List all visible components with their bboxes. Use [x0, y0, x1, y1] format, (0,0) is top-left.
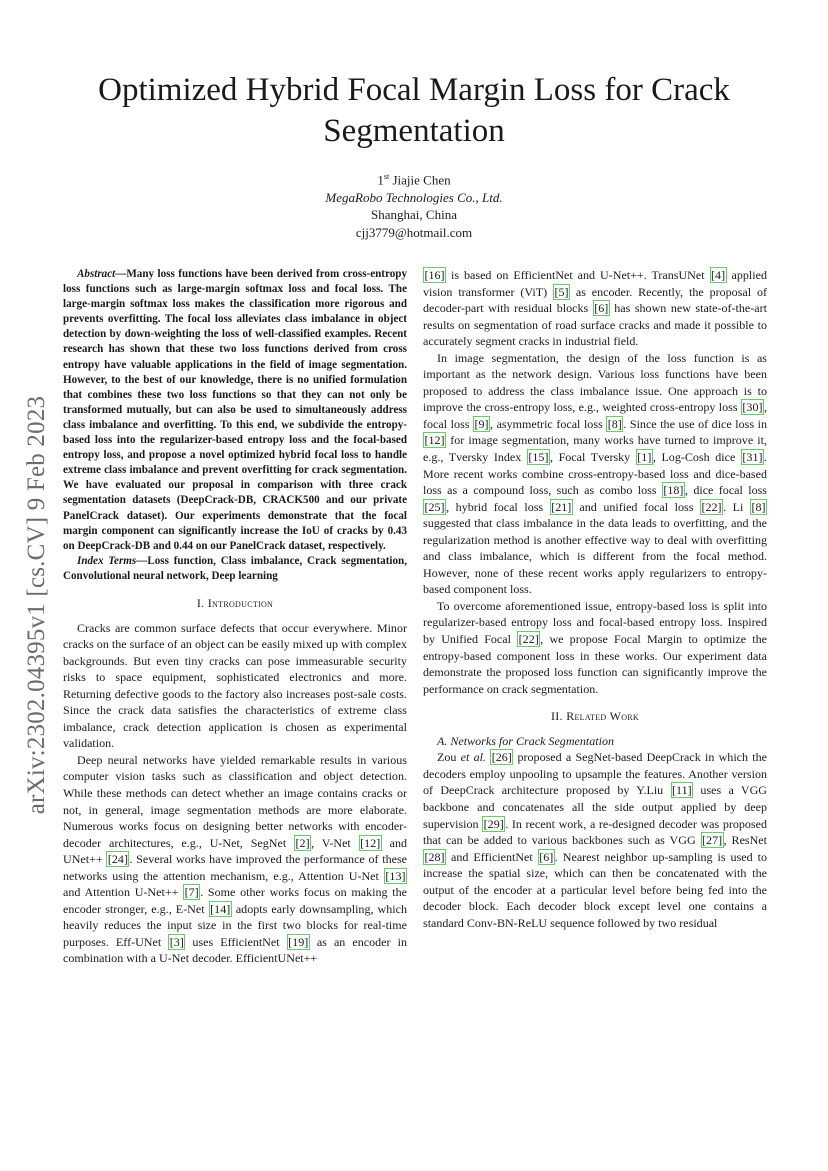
text-span: adopts early downsampling, which heavily reduces the input size in the first two blocks for real-time purposes. Eff-UNet	[63, 901, 407, 949]
abstract-text: —Many loss functions have been derived from cross-entropy loss functions such as large-margin softmax loss and focal loss. The large-margin softmax loss makes the classification more rigorous and prevents overfitting. The focal loss alleviates class imbalance in object detection by down-weighting the loss of well-classified examples. Recent research has shown that these two loss functions derived from cross entropy have valuable applications in the field of image segmentation. However, to the best of our knowledge, there is no unified formulation that combines these two loss functions so that they can not only be transformed mutually, but can also be used to simultaneously address class imbalance and overfitting. To this end, we subdivide the entropy-based loss into the regularizer-based entropy loss and the focal-based entropy loss, and propose a novel optimized hybrid focal loss to handle extreme class imbalance and prevent overfitting for crack segmentation. We have evaluated our proposal in comparison with three crack segmentation datasets (DeepCrack-DB, CRACK500 and our private PanelCrack dataset). Our experiments demonstrate that the focal margin component can significantly increase the IoU of cracks by 0.43 on DeepCrack-DB and 0.44 on our PanelCrack dataset, respectively.	[63, 268, 407, 552]
arxiv-stamp-text: arXiv:2302.04395v1 [cs.CV] 9 Feb 2023	[23, 395, 50, 815]
text-span: , asymmetric focal loss	[490, 416, 607, 431]
text-span: Deep neural networks have yielded remarkable results in various computer vision tasks such as classification and object detection. While these methods can detect whether an image contains cracks or not, in general, image segmentation methods are more elaborate. Numerous works focus on designing better networks with encoder-decoder architectures, e.g., U-Net, SegNet	[63, 752, 407, 850]
text-span: for image segmentation, many works have turned to improve it, e.g., Tversky Index	[423, 433, 767, 465]
intro-paragraph-2	[63, 752, 407, 967]
text-span: as encoder. Recently, the proposal of decoder-part with residual blocks	[423, 284, 767, 316]
text-span: and EfficientNet	[446, 849, 538, 864]
citation-link[interactable]: [28]	[424, 849, 445, 864]
author-affiliation: MegaRobo Technologies Co., Ltd.	[325, 189, 503, 205]
text-span: , dice focal loss	[684, 483, 767, 498]
citation-link[interactable]: [3]	[169, 934, 184, 949]
index-terms-label: Index Terms	[77, 554, 137, 567]
citation-link[interactable]: [8]	[751, 499, 766, 514]
text-span: . In recent work, a re-designed decoder was proposed that can be added to various backbones such as VGG	[423, 816, 767, 848]
section-title: Related Work	[566, 709, 640, 724]
section-heading-related-work	[423, 708, 767, 725]
citation-link[interactable]: [1]	[637, 450, 652, 465]
citation-link[interactable]: [5]	[554, 284, 569, 299]
citation-link[interactable]: [8]	[607, 416, 622, 431]
author-name: Jiajie Chen	[392, 172, 451, 188]
loss-function-paragraph	[423, 350, 767, 598]
text-span: suggested that class imbalance in the data leads to overfitting, and the regularization method is another effective way to deal with overfitting and class imbalance, which is different from the focal method. However, none of these recent works apply regularizers to entropy-based component loss.	[423, 516, 767, 597]
citation-link[interactable]: [12]	[360, 835, 381, 850]
text-span: . Since the use of dice loss in	[623, 416, 767, 431]
citation-link[interactable]: [22]	[701, 499, 722, 514]
text-span: To overcome aforementioned issue, entropy-based loss is split into regularizer-based entropy loss and focal-based entropy loss. Inspired by Unified Focal	[423, 598, 767, 647]
author-number: 1	[377, 172, 384, 188]
text-span: . Some other works focus on making the encoder stronger, e.g., E-Net	[63, 885, 407, 916]
subsection-heading: A. Networks for Crack Segmentation	[437, 733, 615, 748]
left-column	[63, 267, 407, 967]
paper-title: Optimized Hybrid Focal Margin Loss for Crack Segmentation	[98, 72, 730, 149]
text-span: , focal loss	[423, 400, 767, 431]
text-span: , we propose Focal Margin to optimize the entropy-based component loss in these works. Our experiment data demonstrate the proposed loss function can significantly improve the performance on crack segmentation.	[423, 632, 767, 696]
citation-link[interactable]: [12]	[424, 433, 445, 448]
text-span: , Log-Cosh dice	[652, 450, 741, 465]
section-title: Introduction	[207, 595, 274, 610]
arxiv-side-stamp	[20, 370, 54, 840]
text-span: In image segmentation, the design of the loss function is as important as the network design. Various loss functions have been proposed to address the class imbalance issue. One approach is to improve the cross-entropy loss, e.g., weighted cross-entropy loss	[423, 350, 767, 415]
right-column	[423, 267, 767, 931]
citation-link[interactable]: [31]	[742, 450, 763, 465]
abstract-label: Abstract	[77, 268, 116, 280]
citation-link[interactable]: [25]	[424, 499, 445, 514]
text-span: uses a VGG backbone and concatenates all the side output applied by deep supervision	[423, 783, 767, 831]
related-work-paragraph	[423, 749, 767, 931]
citation-link[interactable]: [16]	[424, 268, 445, 282]
section-heading-introduction	[63, 595, 407, 612]
text-span: . More recent works combine cross-entropy-based loss and dice-based loss as a compound loss, such as combo loss	[423, 450, 767, 498]
index-terms-text: —Loss function, Class imbalance, Crack segmentation, Convolutional neural network, Deep learning	[63, 554, 407, 582]
citation-link[interactable]: [30]	[742, 400, 763, 415]
citation-link[interactable]: [18]	[663, 483, 684, 498]
text-span: and unified focal loss	[572, 499, 700, 514]
text-span: , V-Net	[311, 835, 359, 850]
proposal-paragraph	[423, 598, 767, 697]
citation-link[interactable]: [2]	[295, 835, 310, 850]
text-span: and UNet++	[63, 835, 408, 867]
citation-link[interactable]: [19]	[288, 934, 309, 949]
text-span: proposed a SegNet-based DeepCrack in which the decoders employ unpooling to upsample the features. Another version of DeepCrack architecture proposed by Y.Liu	[423, 750, 767, 798]
index-terms	[63, 554, 407, 584]
citation-link[interactable]: [11]	[672, 783, 692, 798]
text-span: is based on EfficientNet and U-Net++. TransUNet	[446, 268, 710, 282]
citation-link[interactable]: [21]	[551, 499, 572, 514]
text-span: Zou	[437, 750, 461, 765]
citation-link[interactable]: [9]	[474, 416, 489, 431]
continued-paragraph	[423, 267, 767, 350]
citation-link[interactable]: [24]	[107, 852, 128, 867]
text-span: , ResNet	[723, 833, 767, 848]
text-span: , Focal Tversky	[549, 450, 636, 465]
citation-link[interactable]: [27]	[702, 833, 723, 848]
author-block	[214, 168, 614, 241]
text-span: , hybrid focal loss	[446, 499, 550, 514]
author-email: cjj3779@hotmail.com	[355, 224, 473, 240]
citation-link[interactable]: [15]	[528, 450, 549, 465]
section-number: II.	[550, 709, 563, 724]
text-span: . Several works have improved the performance of these networks using the attention mechanism, e.g., Attention U-Net	[63, 852, 407, 883]
citation-link[interactable]: [6]	[594, 301, 609, 316]
text-span: . Nearest neighbor up-sampling is used to increase the spatial size, which can then be concatenated with the output of the encoder at a particular level before being fed into the decoder block. Each decoder block except level one contains a standard Conv-BN-ReLU sequence followed by two residual	[423, 849, 767, 930]
citation-link[interactable]: [4]	[711, 268, 726, 282]
text-span: and Attention U-Net++	[63, 885, 184, 900]
text-span: . Li	[723, 499, 750, 514]
text-span: uses EfficientNet	[185, 934, 287, 949]
citation-link[interactable]: [14]	[210, 901, 231, 916]
citation-link[interactable]: [6]	[539, 849, 554, 864]
text-span: applied vision transformer (ViT)	[423, 268, 767, 299]
citation-link[interactable]: [13]	[385, 868, 406, 883]
citation-link[interactable]: [22]	[518, 632, 539, 647]
author-ordinal: st	[383, 172, 390, 181]
citation-link[interactable]: [7]	[184, 885, 199, 900]
author-name-line	[214, 168, 614, 189]
citation-link[interactable]: [26]	[491, 750, 512, 765]
et-al-text: et al.	[460, 750, 486, 765]
abstract	[63, 267, 407, 554]
text-span: has shown new state-of-the-art results on segmentation of road surface cracks and made it possible to accurately segment cracks in industrial field.	[423, 301, 767, 349]
author-location: Shanghai, China	[371, 207, 457, 223]
text-span: as an encoder in combination with a U-Net decoder. EfficientUNet++	[63, 934, 407, 966]
citation-link[interactable]: [29]	[483, 816, 504, 831]
intro-paragraph-1: Cracks are common surface defects that occur everywhere. Minor cracks on the surface of an object can be easily mixed up with complex backgrounds. But even tiny cracks can pose immeasurable security risks to space equipment, sophisticated electronics and more. Returning defective goods to the factory also increases post-sale costs. Since the crack data satisfies the characteristics of extreme class imbalance, crack detection application is chosen as experimental validation.	[63, 620, 407, 751]
section-number: I.	[196, 595, 205, 610]
